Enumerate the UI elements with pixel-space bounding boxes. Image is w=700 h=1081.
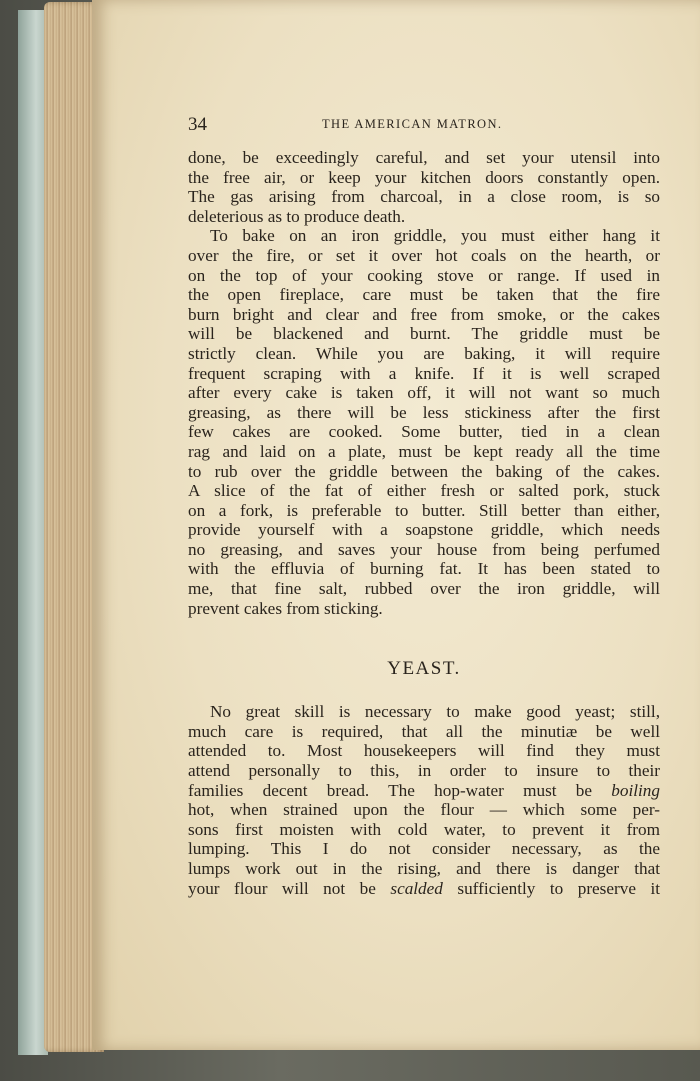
text-line: lumps work out in the rising, and there is danger that bbox=[188, 859, 660, 878]
paragraph bbox=[188, 148, 660, 226]
text-line: done, be exceedingly careful, and set your utensil into bbox=[188, 148, 660, 167]
text-line: after every cake is taken off, it will not want so much bbox=[188, 383, 660, 403]
text-line: attended to. Most housekeepers will find they must bbox=[188, 741, 660, 761]
text-line: sons first moisten with cold water, to prevent it from bbox=[188, 819, 660, 839]
text-line: the free air, or keep your kitchen doors constantly open. bbox=[188, 167, 660, 187]
text-line: hot, when strained upon the flour — which some per- bbox=[188, 800, 660, 820]
paragraph bbox=[188, 226, 660, 618]
text-line: few cakes are cooked. Some butter, tied in a clean bbox=[188, 422, 660, 442]
page-number: 34 bbox=[188, 114, 207, 135]
text-line: prevent cakes from sticking. bbox=[188, 598, 383, 618]
text-line: the open fireplace, care must be taken that the fire bbox=[188, 285, 660, 305]
text-line: deleterious as to produce death. bbox=[188, 206, 406, 226]
text-line: rag and laid on a plate, must be kept ready all the time bbox=[188, 441, 660, 461]
text-line: on a fork, is preferable to butter. Still better than either, bbox=[188, 500, 660, 520]
paragraph bbox=[188, 702, 660, 898]
text-line: No great skill is necessary to make good yeast; still, bbox=[210, 702, 660, 722]
text-line: provide yourself with a soapstone griddle, which needs bbox=[188, 520, 660, 540]
text-line: The gas arising from charcoal, in a close room, is so bbox=[188, 187, 660, 207]
text-run: families decent bread. The hop-water must be bbox=[188, 780, 612, 800]
text-run: sufficiently to preserve it bbox=[442, 878, 661, 898]
text-line: to rub over the griddle between the baking of the cakes. bbox=[188, 461, 660, 481]
text-line: me, that fine salt, rubbed over the iron griddle, will bbox=[188, 579, 660, 599]
text-line: much care is required, that all the minutiæ be well bbox=[188, 721, 660, 741]
text-line: greasing, as there will be less stickiness after the first bbox=[188, 402, 660, 422]
text-line: attend personally to this, in order to insure to their bbox=[188, 761, 660, 781]
text-run: your flour will not be bbox=[188, 878, 391, 898]
italic-text: scalded bbox=[390, 878, 443, 898]
text-line: lumping. This I do not consider necessary, as the bbox=[188, 839, 660, 859]
page-text bbox=[188, 114, 660, 898]
text-line: frequent scraping with a knife. If it is well scraped bbox=[188, 363, 660, 383]
section-title: YEAST. bbox=[387, 658, 461, 680]
running-title: THE AMERICAN MATRON. bbox=[322, 117, 503, 131]
text-line: burn bright and clear and free from smoke, or the cakes bbox=[188, 304, 660, 324]
text-line: will be blackened and burnt. The griddle must be bbox=[188, 324, 660, 344]
text-line: A slice of the fat of either fresh or salted pork, stuck bbox=[188, 481, 660, 501]
text-line: no greasing, and saves your house from being perfumed bbox=[188, 539, 660, 559]
text-line bbox=[188, 781, 660, 801]
italic-text: boiling bbox=[611, 780, 660, 800]
text-line: over the fire, or set it over hot coals on the hearth, or bbox=[188, 245, 660, 265]
text-line: on the top of your cooking stove or range. If used in bbox=[188, 265, 660, 285]
text-line bbox=[188, 879, 660, 899]
text-line: To bake on an iron griddle, you must either hang it bbox=[210, 226, 660, 246]
text-line: with the effluvia of burning fat. It has been stated to bbox=[188, 559, 660, 579]
page-header bbox=[188, 114, 660, 138]
text-line: strictly clean. While you are baking, it will require bbox=[188, 343, 660, 363]
